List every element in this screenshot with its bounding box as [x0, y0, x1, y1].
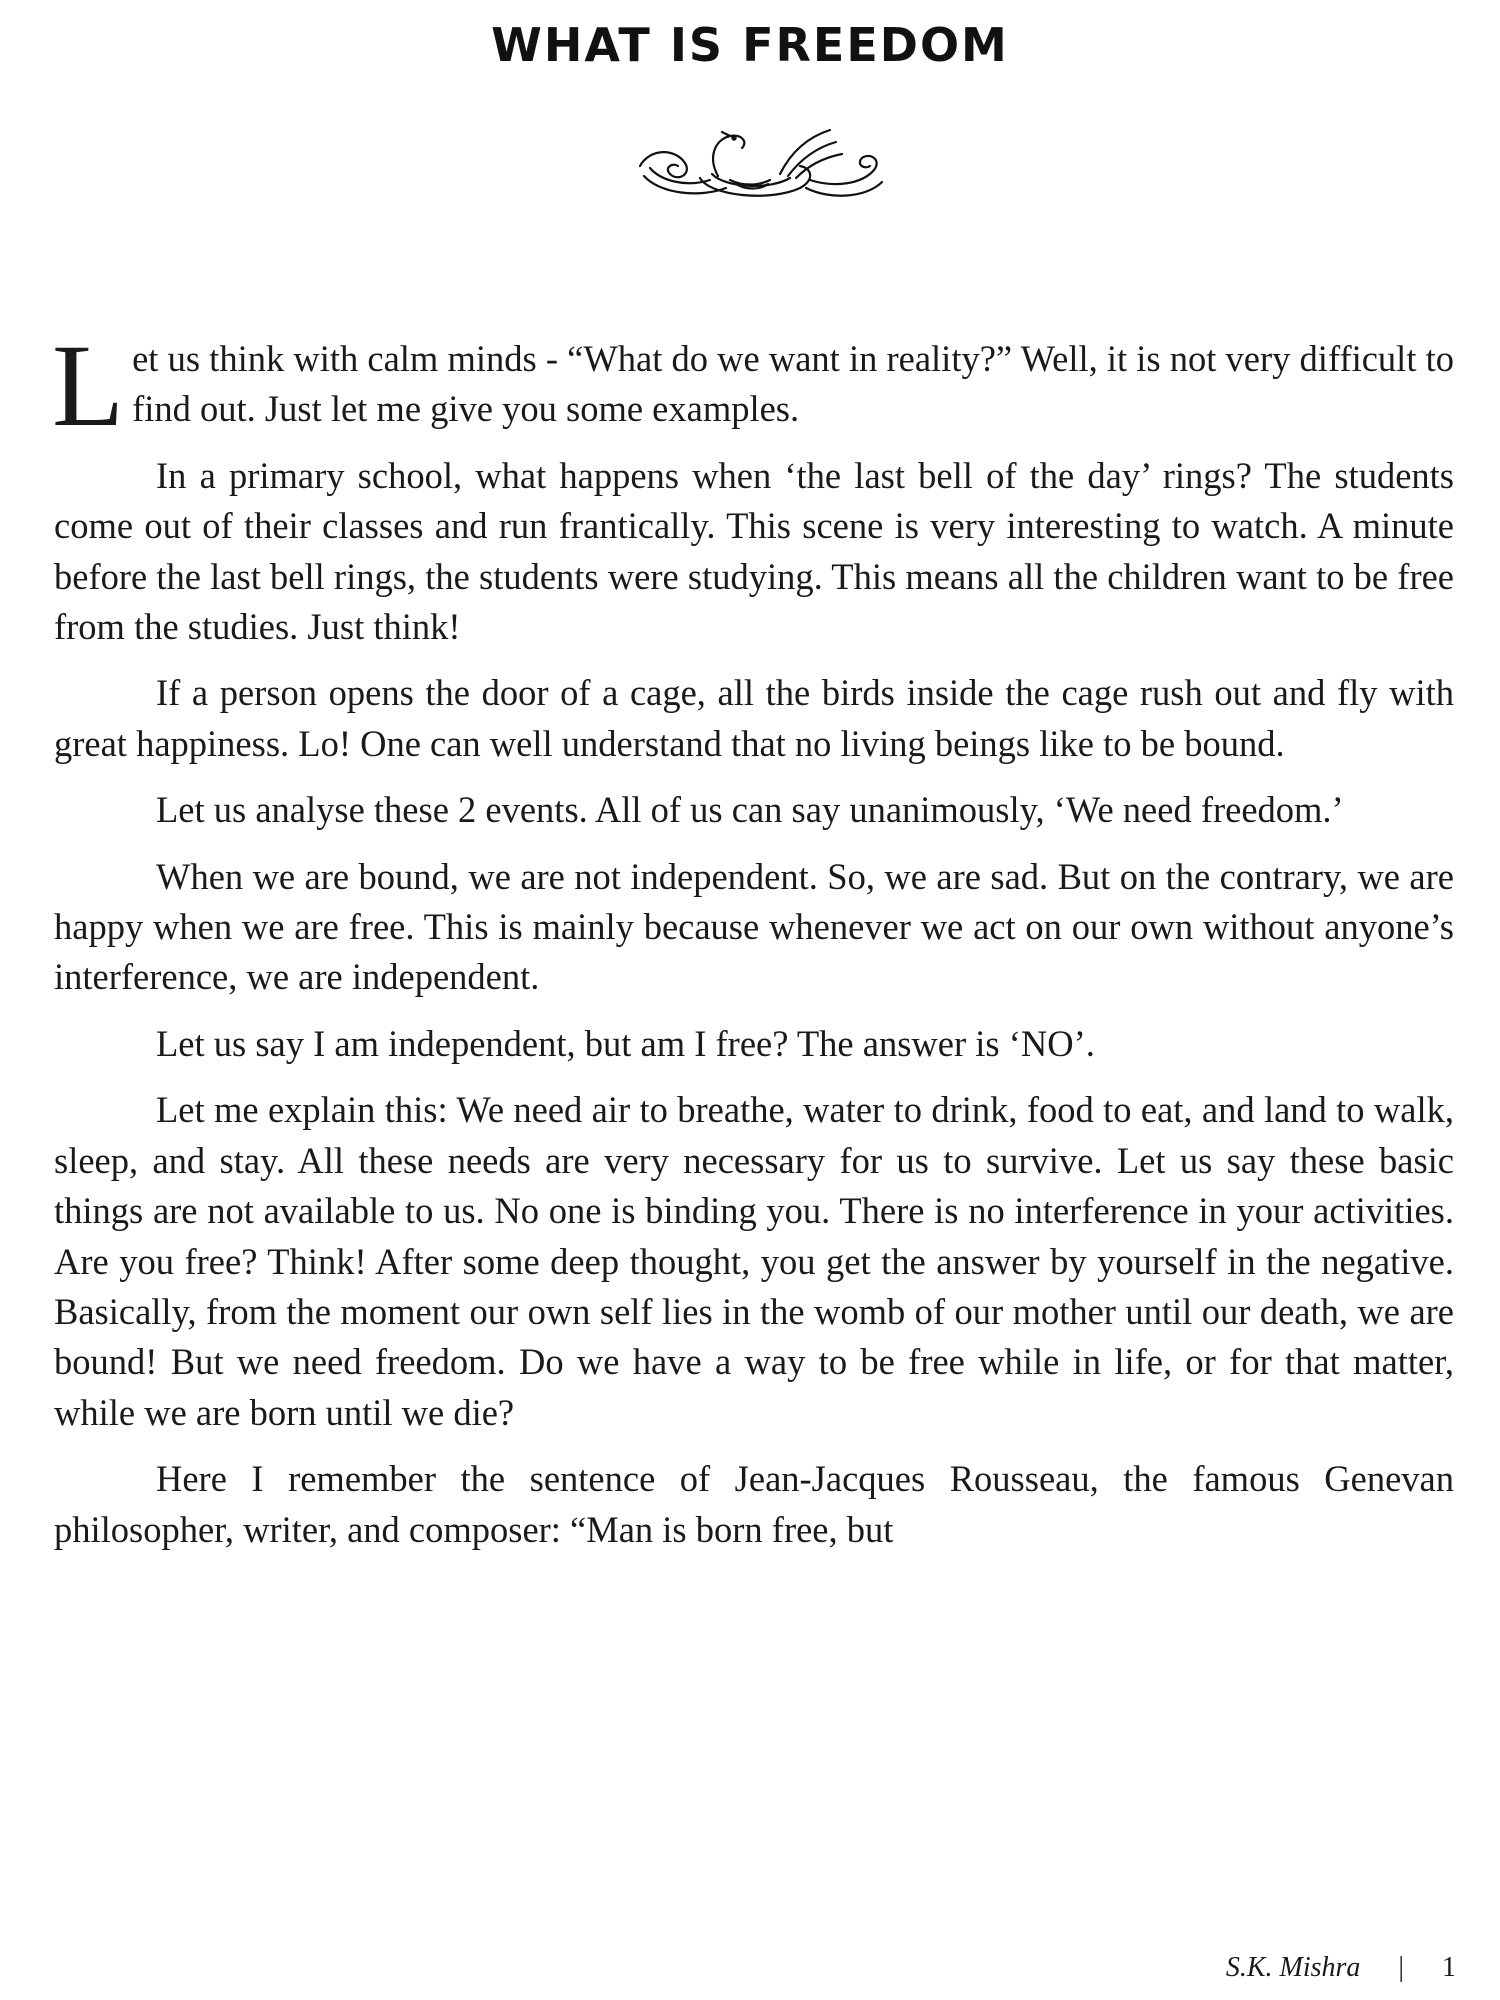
paragraph-7: Let me explain this: We need air to breathe, water to drink, food to eat, and land to walk, sleep, and stay. All these needs are very necessary for us to survive. Let us say these basic things are not available to us. No one is binding you. There is no interference in your activities. Are you free? Think! After some deep thought, you get the answer by yourself in the negative. Basically, from the moment our own self lies in the womb of our mother until our death, we are bound! But we need freedom. Do we have a way to be free while in life, or for that matter, while we are born until we die?	[54, 1089, 1454, 1433]
paragraph-1-text: et us think with calm minds - “What do we want in reality?” Well, it is not very difficult to find out. Just let me give you some examples.	[132, 338, 1454, 430]
paragraph-2: In a primary school, what happens when ‘the last bell of the day’ rings? The students come out of their classes and run frantically. This scene is very interesting to watch. A minute before the last bell rings, the students were studying. This means all the children want to be free from the studies. Just think!	[54, 454, 1454, 648]
paragraph-1	[52, 320, 1454, 451]
paragraph-6: Let us say I am independent, but am I free? The answer is ‘NO’.	[156, 1022, 1095, 1064]
footer-separator: |	[1398, 1952, 1404, 1983]
chapter-title: WHAT IS FREEDOM	[491, 18, 1009, 72]
drop-cap: L	[52, 320, 125, 451]
paragraph-5: When we are bound, we are not independent. So, we are sad. But on the contrary, we are happy when we are free. This is mainly because whenever we act on our own without anyone’s interference, we are independent.	[54, 855, 1454, 998]
paragraph-3: If a person opens the door of a cage, all the birds inside the cage rush out and fly with great happiness. Lo! One can well understand that no living beings like to be bound.	[54, 672, 1454, 764]
paragraph-4: Let us analyse these 2 events. All of us can say unanimously, ‘We need freedom.’	[156, 789, 1344, 831]
footer-author: S.K. Mishra	[1225, 1952, 1361, 1983]
page-number: 1	[1442, 1952, 1456, 1983]
body-text	[52, 320, 1454, 1571]
page-footer	[1226, 1952, 1456, 1984]
swan-ornament-icon	[630, 118, 890, 208]
paragraph-8: Here I remember the sentence of Jean-Jacques Rousseau, the famous Genevan philosopher, writer, and composer: “Man is born free, but	[54, 1458, 1454, 1550]
